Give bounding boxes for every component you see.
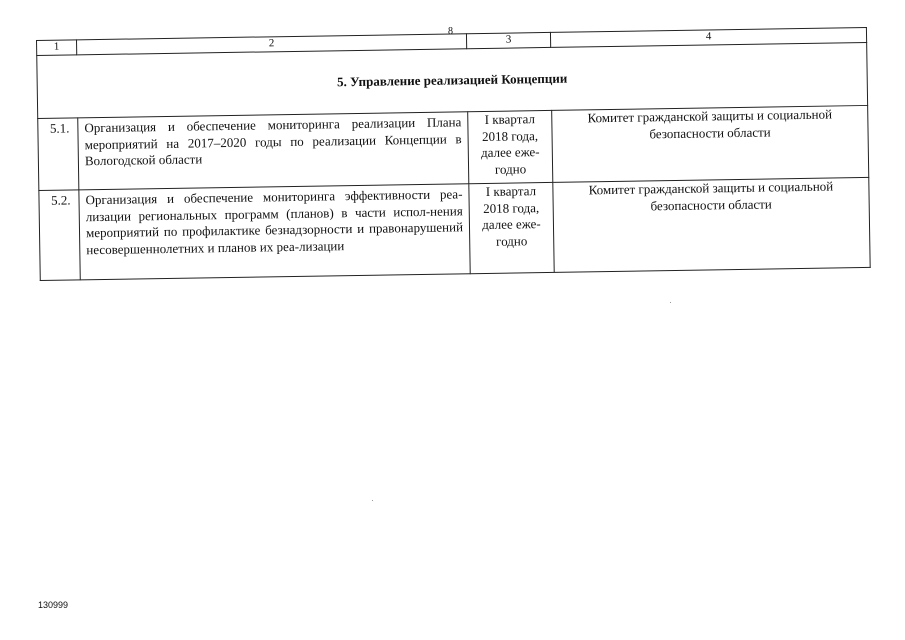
page-number: 8 xyxy=(448,26,453,37)
scan-speck xyxy=(670,302,671,303)
measure-text: Организация и обеспечение мониторинга эффективности реа-лизации региональных программ (планов) в части испол-нения мероприятий по профилактике безнадзорности и правонарушений несовершеннолетних и планов их реа-лизации xyxy=(79,184,470,280)
term-cell: I квартал 2018 года, далее еже-годно xyxy=(469,182,554,273)
document-code: 130999 xyxy=(38,600,69,610)
section-title: 5. Управление реализацией Концепции xyxy=(37,42,868,118)
row-number: 5.2. xyxy=(39,190,80,281)
measures-table xyxy=(36,27,871,281)
table-row xyxy=(39,177,870,280)
executor-cell: Комитет гражданской защиты и социальной безопасности области xyxy=(553,177,870,272)
scan-speck xyxy=(372,500,373,501)
table-row xyxy=(38,105,869,190)
column-number-3: 3 xyxy=(466,32,550,48)
column-number-1: 1 xyxy=(37,40,77,56)
column-number-2: 2 xyxy=(77,34,467,55)
term-cell: I квартал 2018 года, далее еже-годно xyxy=(468,110,553,183)
row-number: 5.1. xyxy=(38,118,79,191)
executor-cell: Комитет гражданской защиты и социальной безопасности области xyxy=(552,105,869,182)
measures-table-wrapper xyxy=(36,27,870,281)
column-number-4: 4 xyxy=(550,27,866,47)
measure-text: Организация и обеспечение мониторинга реализации Плана мероприятий на 2017–2020 годы по реализации Концепции в Вологодской области xyxy=(78,112,469,190)
